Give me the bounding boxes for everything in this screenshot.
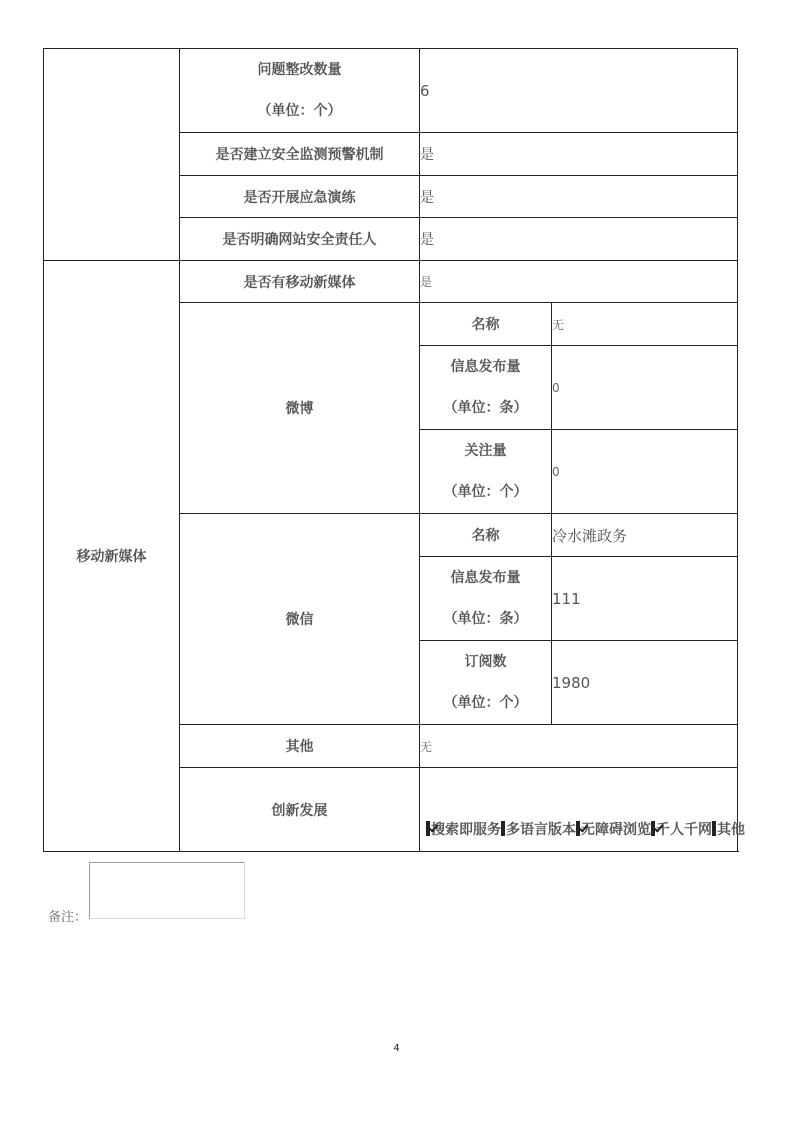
weibo-posts-label: 信息发布量 （单位：条）: [420, 346, 552, 430]
innovation-option-label: 其他: [717, 822, 745, 838]
innovation-option-label: 千人千网: [656, 822, 712, 838]
wechat-name-value: 冷水滩政务: [552, 514, 738, 557]
innovation-option-label: 多语言版本: [506, 822, 576, 838]
innovation-options: [426, 819, 745, 839]
weibo-label: 微博: [180, 303, 420, 514]
checked-box-icon[interactable]: [426, 821, 430, 836]
wechat-label: 微信: [180, 514, 420, 725]
drill-label: 是否开展应急演练: [180, 176, 420, 218]
innovation-option-label: 无障碍浏览: [581, 822, 651, 838]
unchecked-box-icon[interactable]: [712, 821, 716, 836]
issue-fix-value: 6: [420, 49, 738, 133]
wechat-name-label: 名称: [420, 514, 552, 557]
remark-input-box[interactable]: [89, 862, 245, 919]
weibo-follow-label: 关注量 （单位：个）: [420, 430, 552, 514]
table-row: [44, 261, 738, 303]
report-table: [43, 48, 745, 852]
monitor-label: 是否建立安全监测预警机制: [180, 133, 420, 176]
checked-box-icon[interactable]: [576, 821, 580, 836]
wechat-posts-value: 111: [552, 557, 738, 641]
weibo-follow-value: 0: [552, 430, 738, 514]
checked-box-icon[interactable]: [651, 821, 655, 836]
owner-value: 是: [420, 218, 738, 261]
owner-label: 是否明确网站安全责任人: [180, 218, 420, 261]
table-row: [44, 49, 738, 133]
unchecked-box-icon[interactable]: [501, 821, 505, 836]
wechat-posts-label: 信息发布量 （单位：条）: [420, 557, 552, 641]
innovation-options-cell: [420, 768, 745, 852]
has-mobile-value: 是: [420, 261, 738, 303]
page-number: 4: [393, 1043, 400, 1054]
blank-section-cell: [44, 49, 180, 261]
mobile-section-label: 移动新媒体: [44, 261, 180, 852]
remark-label: 备注：: [48, 910, 88, 925]
wechat-subs-value: 1980: [552, 641, 738, 725]
other-media-value: 无: [420, 725, 738, 768]
other-media-label: 其他: [180, 725, 420, 768]
wechat-subs-label: 订阅数 （单位：个）: [420, 641, 552, 725]
weibo-posts-value: 0: [552, 346, 738, 430]
weibo-name-value: 无: [552, 303, 738, 346]
innovation-label: 创新发展: [180, 768, 420, 852]
monitor-value: 是: [420, 133, 738, 176]
has-mobile-label: 是否有移动新媒体: [180, 261, 420, 303]
weibo-name-label: 名称: [420, 303, 552, 346]
drill-value: 是: [420, 176, 738, 218]
innovation-option-label: 搜索即服务: [431, 822, 501, 838]
issue-fix-label: 问题整改数量 （单位：个）: [180, 49, 420, 133]
